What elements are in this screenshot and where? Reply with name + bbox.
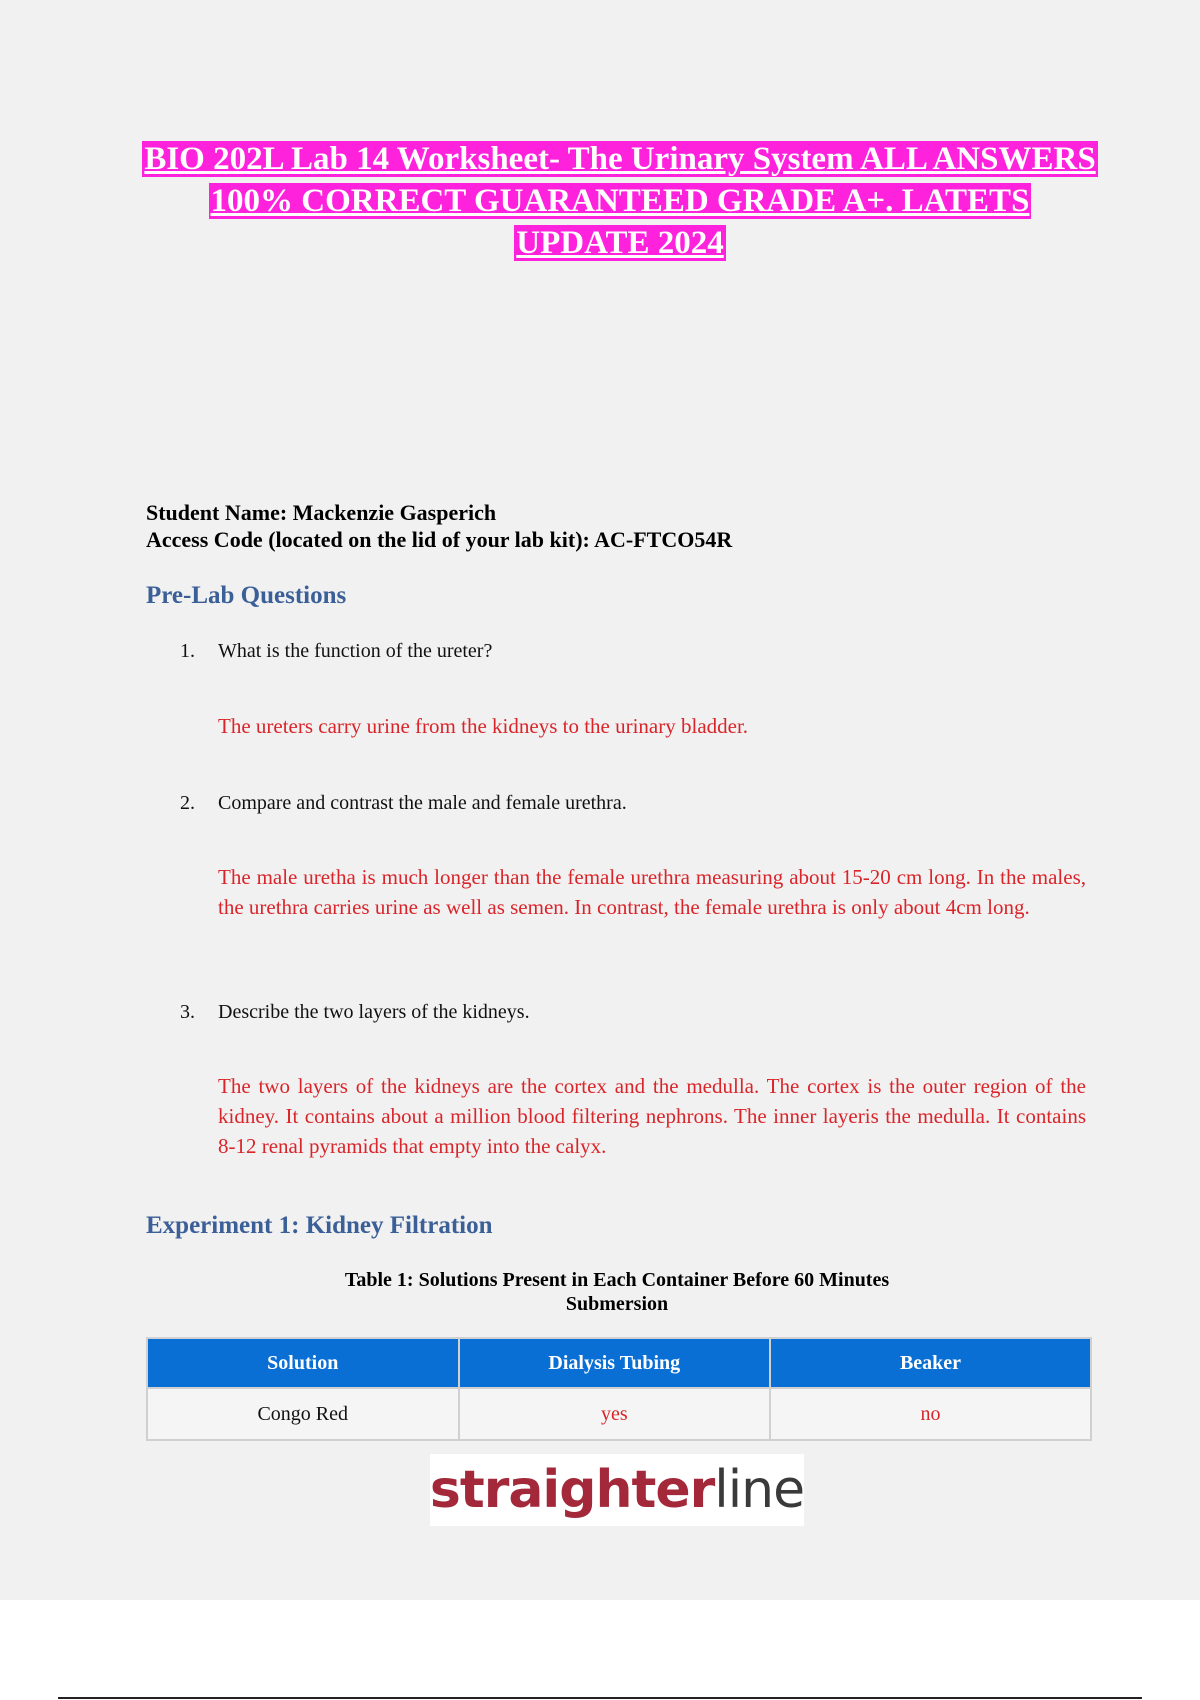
student-name: Student Name: Mackenzie Gasperich xyxy=(146,500,497,525)
solutions-table xyxy=(146,1337,1092,1441)
document-title xyxy=(140,138,1100,264)
column-header-dialysis-tubing: Dialysis Tubing xyxy=(459,1338,771,1388)
question-2-text: Compare and contrast the male and female urethra. xyxy=(218,792,627,814)
answer-3: The two layers of the kidneys are the cortex and the medulla. The cortex is the outer region of the kidney. It contains about a million blood filtering nephrons. The inner layeris the medulla. It contains 8-12 renal pyramids that empty into the calyx. xyxy=(218,1074,1086,1158)
column-header-solution: Solution xyxy=(147,1338,459,1388)
logo-text-straighter: straighter xyxy=(429,1460,715,1520)
question-2 xyxy=(180,792,627,815)
prelab-heading: Pre-Lab Questions xyxy=(146,582,347,609)
student-info xyxy=(146,499,732,553)
page-divider xyxy=(58,1697,1142,1699)
question-1 xyxy=(180,640,492,663)
question-3-text: Describe the two layers of the kidneys. xyxy=(218,1001,530,1023)
cell-solution: Congo Red xyxy=(147,1388,459,1440)
document-title-text: BIO 202L Lab 14 Worksheet- The Urinary System ALL ANSWERS 100% CORRECT GUARANTEED GRADE A+. LATETS UPDATE 2024 xyxy=(144,141,1096,261)
question-1-number: 1. xyxy=(180,640,195,662)
question-3-number: 3. xyxy=(180,1001,195,1023)
column-header-beaker: Beaker xyxy=(770,1338,1091,1388)
answer-1: The ureters carry urine from the kidneys to the urinary bladder. xyxy=(218,714,749,738)
question-2-number: 2. xyxy=(180,792,195,814)
experiment-1-heading: Experiment 1: Kidney Filtration xyxy=(146,1212,493,1239)
logo-text-line: line xyxy=(714,1460,805,1520)
straighterline-logo xyxy=(430,1454,804,1526)
table-header-row xyxy=(147,1338,1091,1388)
answer-2: The male uretha is much longer than the female urethra measuring about 15-20 cm long. In the males, the urethra carries urine as well as semen. In contrast, the female urethra is only about 4cm long. xyxy=(218,865,1086,919)
table-1-caption: Table 1: Solutions Present in Each Container Before 60 Minutes Submersion xyxy=(344,1269,890,1315)
question-1-text: What is the function of the ureter? xyxy=(218,640,493,662)
cell-dialysis-tubing: yes xyxy=(459,1388,771,1440)
table-row xyxy=(147,1388,1091,1440)
question-3 xyxy=(180,1001,530,1024)
access-code: Access Code (located on the lid of your lab kit): AC-FTCO54R xyxy=(146,527,733,552)
cell-beaker: no xyxy=(770,1388,1091,1440)
